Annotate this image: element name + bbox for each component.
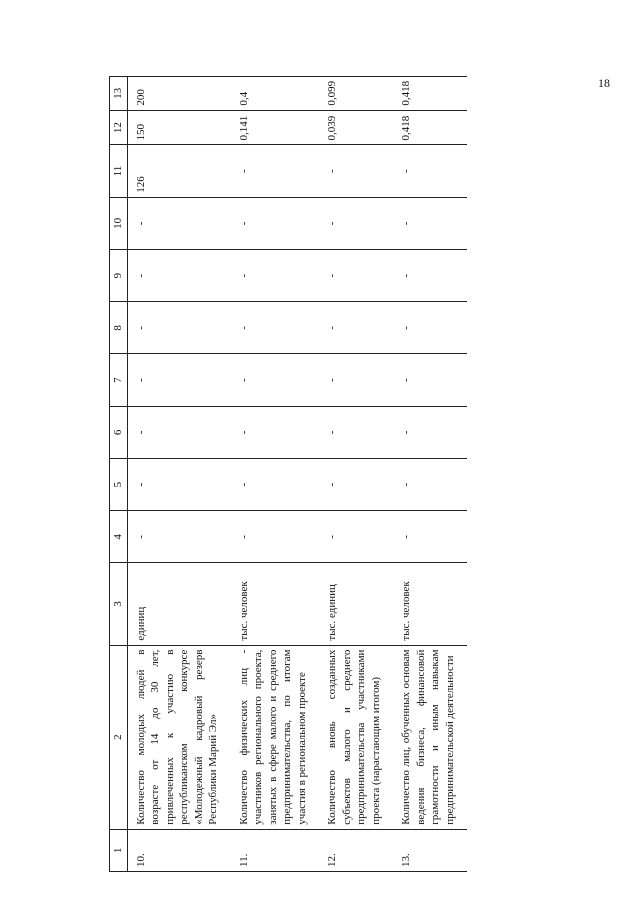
value-cell-col-11: - — [231, 145, 320, 197]
value-cell-col-8: - — [393, 302, 467, 354]
value-cell-col-6: - — [231, 406, 320, 458]
table-row — [393, 77, 467, 872]
column-header-2: 2 — [110, 645, 128, 829]
unit-of-measure: тыс. человек — [231, 563, 320, 645]
value-cell-col-13: 0,418 — [393, 77, 467, 111]
column-header-8: 8 — [110, 302, 128, 354]
value-cell-col-8: - — [127, 302, 231, 354]
column-header-5: 5 — [110, 458, 128, 510]
value-cell-col-4: - — [319, 511, 393, 563]
value-cell-col-8: - — [319, 302, 393, 354]
value-cell-col-9: - — [319, 249, 393, 301]
value-cell-col-8: - — [231, 302, 320, 354]
value-cell-col-5: - — [319, 458, 393, 510]
rotated-table-container — [109, 76, 619, 872]
value-cell-col-9: - — [231, 249, 320, 301]
table-row — [231, 77, 320, 872]
value-cell-col-10: - — [231, 197, 320, 249]
value-cell-col-4: - — [231, 511, 320, 563]
value-cell-col-4: - — [393, 511, 467, 563]
value-cell-col-7: - — [319, 354, 393, 406]
indicator-name: Количество вновь созданных субъектов малого и среднего предпринимательства участниками проекта (нарастающим итогом) — [319, 645, 393, 829]
value-cell-col-9: - — [393, 249, 467, 301]
column-header-6: 6 — [110, 406, 128, 458]
value-cell-col-10: - — [393, 197, 467, 249]
value-cell-col-11: - — [319, 145, 393, 197]
value-cell-col-5: - — [127, 458, 231, 510]
unit-of-measure: тыс. человек — [393, 563, 467, 645]
row-number: 11. — [231, 829, 320, 871]
unit-of-measure: единиц — [127, 563, 231, 645]
value-cell-col-12: 0,039 — [319, 110, 393, 145]
column-header-9: 9 — [110, 249, 128, 301]
indicator-name: Количество молодых людей в возрасте от 14 до 30 лет, привлеченных к участию в республиканском конкурсе «Молодежный кадровый резерв Республики Марий Эл» — [127, 645, 231, 829]
value-cell-col-11: - — [393, 145, 467, 197]
column-header-4: 4 — [110, 511, 128, 563]
value-cell-col-6: - — [319, 406, 393, 458]
value-cell-col-13: 0,4 — [231, 77, 320, 111]
value-cell-col-4: - — [127, 511, 231, 563]
value-cell-col-9: - — [127, 249, 231, 301]
table-row — [319, 77, 393, 872]
column-header-11: 11 — [110, 145, 128, 197]
value-cell-col-6: - — [127, 406, 231, 458]
value-cell-col-13: 200 — [127, 77, 231, 111]
value-cell-col-5: - — [393, 458, 467, 510]
value-cell-col-11: 126 — [127, 145, 231, 197]
unit-of-measure: тыс. единиц — [319, 563, 393, 645]
value-cell-col-12: 150 — [127, 110, 231, 145]
column-header-10: 10 — [110, 197, 128, 249]
value-cell-col-5: - — [231, 458, 320, 510]
column-header-13: 13 — [110, 77, 128, 111]
value-cell-col-12: 0,418 — [393, 110, 467, 145]
column-header-7: 7 — [110, 354, 128, 406]
value-cell-col-6: - — [393, 406, 467, 458]
column-number-header-row — [110, 77, 128, 872]
row-number: 12. — [319, 829, 393, 871]
column-header-12: 12 — [110, 110, 128, 145]
value-cell-col-7: - — [127, 354, 231, 406]
row-number: 10. — [127, 829, 231, 871]
value-cell-col-13: 0,099 — [319, 77, 393, 111]
value-cell-col-7: - — [393, 354, 467, 406]
value-cell-col-12: 0,141 — [231, 110, 320, 145]
column-header-1: 1 — [110, 829, 128, 871]
table-row — [127, 77, 231, 872]
column-header-3: 3 — [110, 563, 128, 645]
value-cell-col-10: - — [127, 197, 231, 249]
page-number: 18 — [598, 76, 610, 90]
indicator-name: Количество физических лиц - участников регионального проекта, занятых в сфере малого и среднего предпринимательства, по итогам участия в региональном проекте — [231, 645, 320, 829]
value-cell-col-7: - — [231, 354, 320, 406]
row-number: 13. — [393, 829, 467, 871]
indicators-table — [109, 76, 467, 872]
indicator-name: Количество лиц, обученных основам ведения бизнеса, финансовой грамотности и иным навыкам предпринимательской деятельности — [393, 645, 467, 829]
value-cell-col-10: - — [319, 197, 393, 249]
